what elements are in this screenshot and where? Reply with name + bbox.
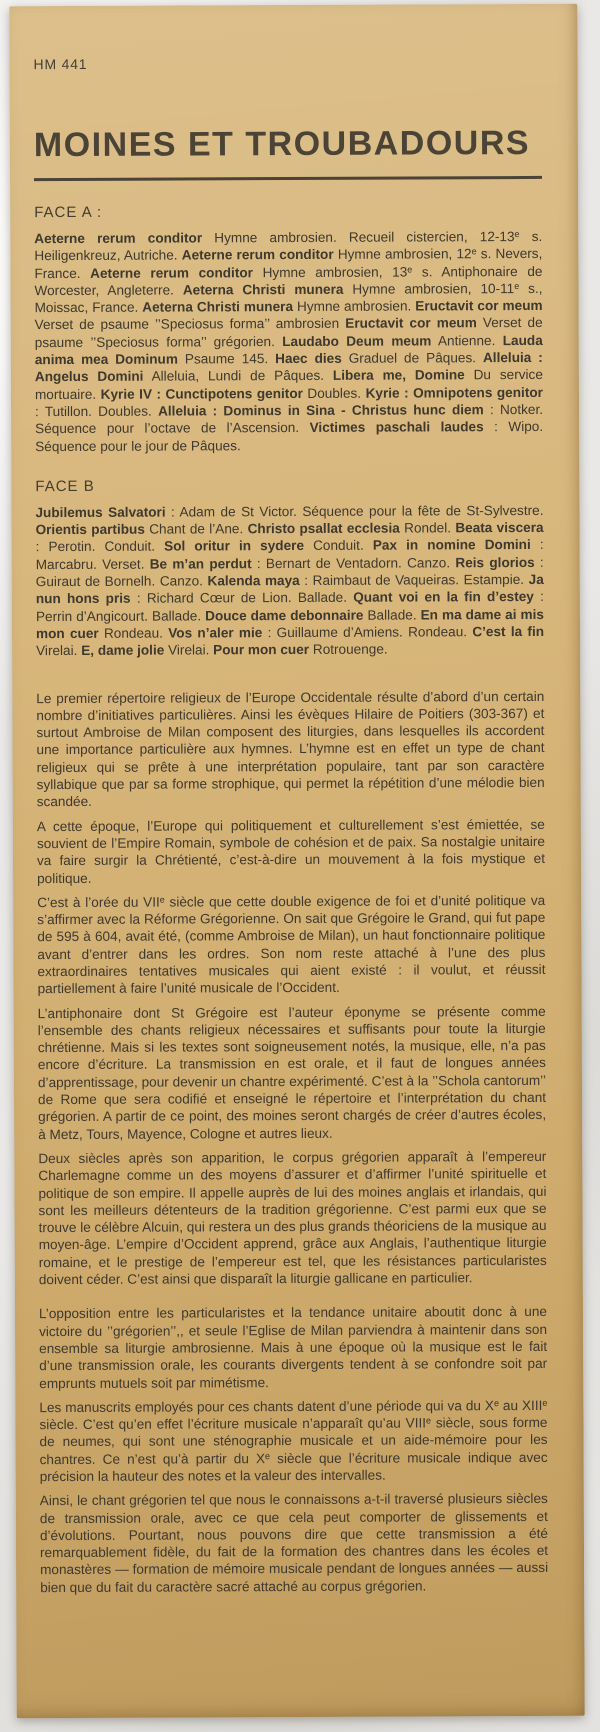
essay-paragraph-4: L’antiphonaire dont St Grégoire est l’auteur éponyme se présente comme l’ensemble des chants religieux nécessaires et suffisants pour toute la liturgie chrétienne. Mais si les textes sont soigneusement notés, la musique, elle, n’a pas encore d’écriture. La transmission en est orale, et il faut de longues années d’apprentissage, pour devenir un chantre expérimenté. C’est à la ’’Schola cantorum’’ de Rome que sera codifié et enseigné le répertoire et l’interprétation du chant grégorien. A partir de ce point, des moines seront chargés de créer d’autres écoles, à Metz, Tours, Mayence, Cologne et autres lieux. bbox=[37, 1003, 547, 1142]
liner-notes-page bbox=[9, 4, 584, 1718]
face-a-heading: FACE A : bbox=[34, 203, 103, 222]
face-b-tracklist: Jubilemus Salvatori : Adam de St Victor. Séquence pour la fête de St-Sylvestre. Orientis partibus Chant de l’Ane. Christo psallat ecclesia Rondel. Beata viscera : Perotin. Conduit. Sol oritur in sydere Conduit. Pax in nomine Domini : Marcabru. Verset. Be m’an perdut : Bernart de Ventadorn. Canzo. Reis glorios : Guiraut de Bornelh. Canzo. Kalenda maya : Raimbaut de Vaqueiras. Estampie. Ja nun hons pris : Richard Cœur de Lion. Ballade. Quant voi en la fin d’estey : Perrin d’Angicourt. Ballade. Douce dame debonnaire Ballade. En ma dame ai mis mon cuer Rondeau. Vos n’aler mie : Guillaume d’Amiens. Rondeau. C’est la fin Virelai. E, dame jolie Virelai. Pour mon cuer Rotrouenge. bbox=[35, 502, 545, 659]
essay-paragraph-7: Les manuscrits employés pour ces chants datent d’une période qui va du Xe au XIIIe siècle. C’est qu’en effet l’écriture musicale n’apparaît qu’au VIIIe siècle, sous forme de neumes, qui sont une sténographie musicale et un aide-mémoire pour les chantres. Ce n’est qu’à partir du Xe siècle que l’écriture musicale indique avec précision la hauteur des notes et la valeur des intervalles. bbox=[39, 1397, 548, 1485]
title-rule bbox=[34, 176, 542, 181]
essay-paragraph-2: A cette époque, l’Europe qui politiquement et culturellement s’est émiettée, se souvient de l’Empire Romain, symbole de cohésion et de paix. Sa nostalgie unitaire va faire surgir la Chrétienté, c’est-à-dire un mouvement à la fois mystique et politique. bbox=[36, 816, 546, 886]
face-b-heading: FACE B bbox=[35, 477, 95, 495]
essay-paragraph-5: Deux siècles après son apparition, le corpus grégorien apparaît à l’empereur Charlemagne comme un des moyens d’assurer et d’affirmer l’unité spirituelle et politique de son empire. Il appelle auprès de lui des moines anglais et irlandais, qui sont les meilleurs détenteurs de la tradition grégorienne. C’est parmi eux que se trouve le célèbre Alcuin, qui restera un des plus grands théoriciens de la musique au moyen-âge. L’empire d’Occident apprend, grâce aux Anglais, l’authentique liturgie romaine, et le prestige de l’empereur est tel, que les résistances particularistes doivent céder. C’est ainsi que disparaît la liturgie gallicane en particulier. bbox=[38, 1148, 547, 1288]
catalog-number: HM 441 bbox=[33, 55, 88, 73]
essay-paragraph-8: Ainsi, le chant grégorien tel que nous le connaissons a-t-il traversé plusieurs siècles de transmission orale, avec ce que cela peut comporter de glissements et d’évolutions. Pourtant, nous pouvons dire que cette transmission a été remarquablement fidèle, du fait de la formation des chantres dans les écoles et monastères — formation de mémoire musicale pendant de longues années — aussi bien que du fait du caractère sacré attaché au corpus grégorien. bbox=[39, 1491, 549, 1595]
essay-paragraph-3: C’est à l’orée du VIIe siècle que cette double exigence de foi et d’unité politique va s’affirmer avec la Réforme Grégorienne. On sait que Grégoire le Grand, qui fut pape de 595 à 604, avait été, (comme Ambroise de Milan), un haut fonctionnaire politique avant d’entrer dans les ordres. Son nom reste attaché à l’une des plus extraordinaires tentatives musicales qui aient existé : il voulut, et réussit partiellement à faire l’unité musicale de l’Occident. bbox=[37, 892, 546, 997]
essay-paragraph-1: Le premier répertoire religieux de l’Europe Occidentale résulte d’abord d’un certain nombre d’initiatives particulières. Ainsi les évèques Hilaire de Poitiers (303-367) et surtout Ambroise de Milan composent des liturgies, dans lesquelles ils accordent une importance particulière aux hymnes. L’hymne est en effet un type de chant religieux qui se prête à une interprétation populaire, tant par son caractère syllabique que par sa forme strophique, qui permet la répétition d’une mélodie bien scandée. bbox=[36, 688, 545, 810]
face-a-tracklist: Aeterne rerum conditor Hymne ambrosien. Recueil cistercien, 12-13e s. Heiligenkreuz, Autriche. Aeterne rerum conditor Hymne ambrosien, 12e s. Nevers, France. Aeterne rerum conditor Hymne ambrosien, 13e s. Antiphonaire de Worcester, Angleterre. Aeterna Christi munera Hymne ambrosien, 10-11e s., Moissac, France. Aeterna Christi munera Hymne ambrosien. Eructavit cor meum Verset de psaume ’’Speciosus forma’’ ambrosien Eructavit cor meum Verset de psaume ’’Speciosus forma’’ grégorien. Laudabo Deum meum Antienne. Lauda anima mea Dominum Psaume 145. Haec dies Graduel de Pâques. Alleluia : Angelus Domini Alleluia, Lundi de Pâques. Libera me, Domine Du service mortuaire. Kyrie IV : Cunctipotens genitor Doubles. Kyrie : Omnipotens genitor : Tutillon. Doubles. Alleluia : Dominus in Sina - Christus hunc diem : Notker. Séquence pour l’octave de l’Ascension. Victimes paschali laudes : Wipo. Séquence pour le jour de Pâques. bbox=[34, 228, 544, 454]
essay-paragraph-6: L’opposition entre les particularistes et la tendance unitaire aboutit donc à une victoire du ’’grégorien’’,, et seule l’Eglise de Milan parviendra à maintenir dans son ensemble sa liturgie ambrosienne. Mais à une époque où la musique est le fait d’une transmission orale, les courants divergents tendent à se confondre soit par emprunts mutuels soit par mimétisme. bbox=[38, 1304, 548, 1391]
page-title: MOINES ET TROUBADOURS bbox=[33, 123, 531, 165]
essay bbox=[36, 687, 548, 1596]
